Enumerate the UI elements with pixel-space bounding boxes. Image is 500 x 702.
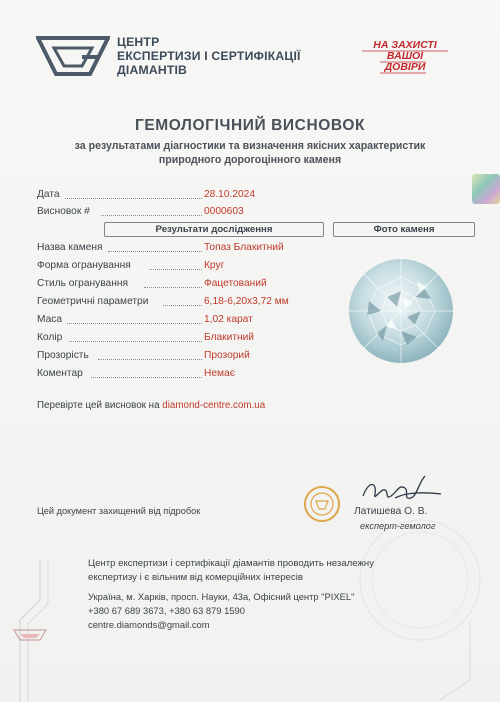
results-section-header: Результати дослідження — [104, 222, 324, 237]
photo-section-header: Фото каменя — [333, 222, 475, 237]
slogan-line-1: НА ЗАХИСТІ — [373, 39, 437, 51]
footer-address: Україна, м. Харків, просп. Науки, 43а, Офісний центр "PIXEL" — [88, 591, 355, 602]
date-value: 28.10.2024 — [204, 189, 255, 200]
signer-name: Латишева О. В. — [354, 506, 428, 517]
result-label: Форма огранування — [37, 260, 131, 271]
result-value: Прозорий — [204, 350, 250, 361]
footer-line-1: Центр експертизи і сертифікації діамантів проводить незалежну — [88, 558, 374, 569]
signature-icon — [355, 470, 445, 508]
organization-name — [117, 35, 301, 77]
result-label: Назва каменя — [37, 242, 103, 253]
result-label: Коментар — [37, 368, 83, 379]
hologram-sticker — [472, 174, 500, 204]
slogan-line-3: ДОВІРИ — [384, 61, 426, 73]
verify-link[interactable]: diamond-centre.com.ua — [162, 400, 266, 411]
dotted-leader — [149, 269, 202, 270]
footer-statement — [88, 557, 418, 584]
decorative-circuit-left — [0, 560, 90, 702]
dotted-leader — [98, 359, 202, 360]
result-value: Блакитний — [204, 332, 255, 343]
footer-phones: +380 67 689 3673, +380 63 879 1590 — [88, 605, 245, 616]
result-value: Фацетований — [204, 278, 267, 289]
document-subtitle — [0, 139, 500, 167]
footer-email[interactable]: centre.diamonds@gmail.com — [88, 619, 210, 630]
slogan-badge — [360, 38, 450, 78]
footer-line-2: експертизу і є вільним від комерційних інтересів — [88, 571, 303, 583]
slogan-line-2: ВАШОЇ — [386, 50, 424, 62]
result-label: Колір — [37, 332, 63, 343]
result-value: Круг — [204, 260, 225, 271]
dotted-leader — [67, 323, 202, 324]
result-label: Прозорість — [37, 350, 89, 361]
subtitle-line-1: за результатами діагностики та визначення якісних характеристик — [74, 140, 426, 152]
conclusion-number-value: 0000603 — [204, 206, 244, 217]
verify-prefix: Перевірте цей висновок на — [37, 400, 163, 411]
gemstone-photo — [347, 257, 455, 365]
result-value: 6,18-6,20х3,72 мм — [204, 296, 289, 307]
org-line-1: ЦЕНТР — [117, 35, 160, 49]
document-title: ГЕМОЛОГІЧНИЙ ВИСНОВОК — [134, 117, 366, 134]
result-label: Геометричні параметри — [37, 296, 149, 307]
org-line-2: ЕКСПЕРТИЗИ І СЕРТИФІКАЦІЇ — [117, 49, 301, 63]
conclusion-number-label: Висновок # — [37, 206, 90, 217]
diamond-logo-icon — [36, 36, 110, 76]
subtitle-line-2: природного дорогоцінного каменя — [158, 154, 342, 166]
result-label: Стиль огранування — [37, 278, 128, 289]
org-line-3: ДІАМАНТІВ — [117, 63, 188, 77]
protection-note: Цей документ захищений від підробок — [37, 506, 201, 516]
dotted-leader — [65, 198, 202, 199]
result-value: Немає — [204, 368, 235, 379]
dotted-leader — [91, 377, 202, 378]
dotted-leader — [108, 251, 202, 252]
dotted-leader — [69, 341, 202, 342]
seal-stamp-icon — [303, 485, 341, 523]
result-value: Топаз Блакитний — [204, 242, 284, 253]
date-label: Дата — [37, 189, 60, 200]
dotted-leader — [101, 215, 202, 216]
verify-text — [37, 400, 265, 411]
dotted-leader — [144, 287, 202, 288]
result-label: Маса — [37, 314, 63, 325]
signer-role: експерт-гемолог — [360, 521, 436, 531]
result-value: 1,02 карат — [204, 314, 253, 325]
dotted-leader — [163, 305, 202, 306]
